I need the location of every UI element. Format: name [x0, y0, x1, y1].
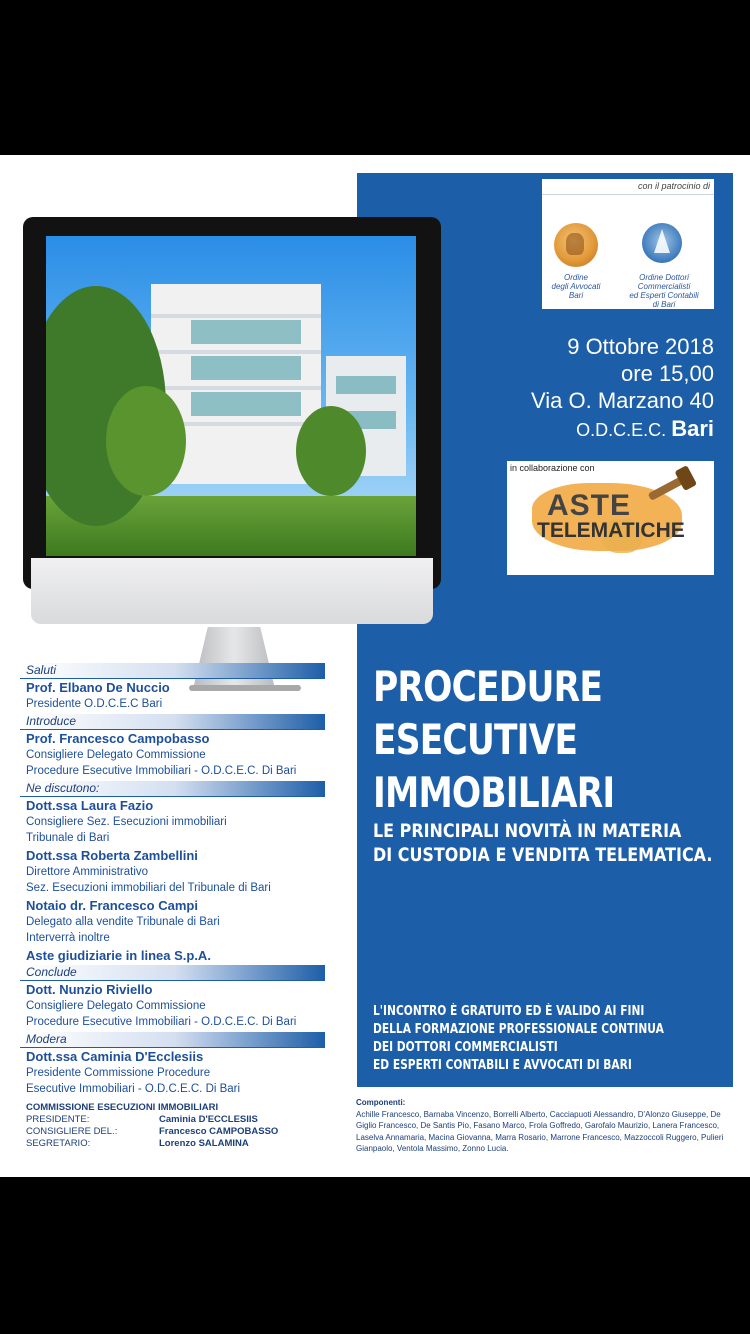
commission-block [26, 1102, 278, 1150]
speaker-role: Presidente O.D.C.E.C Bari [26, 698, 163, 710]
componenti-label: Componenti: [356, 1098, 406, 1107]
title-line: ESECUTIVE [373, 715, 578, 764]
section-label: Saluti [26, 663, 57, 677]
info-line: DEI DOTTORI COMMERCIALISTI [373, 1040, 558, 1055]
speaker-role: Consigliere Sez. Esecuzioni immobiliari [26, 815, 227, 828]
section-label: Ne discutono: [26, 780, 100, 795]
event-poster [0, 155, 750, 1177]
section-label: Conclude [26, 964, 77, 979]
window [336, 376, 396, 394]
speaker-role: Consigliere Delegato Commissione [26, 999, 206, 1012]
collaboration-box [507, 461, 714, 575]
speaker-role: Procedure Esecutive Immobiliari - O.D.C.E.C. Di Bari [26, 1016, 297, 1028]
commission-row [26, 1138, 278, 1150]
speaker-role: Esecutive Immobiliari - O.D.C.E.C. Di Bari [26, 1083, 241, 1095]
speaker-name: Notaio dr. Francesco Campi [26, 897, 198, 913]
event-title [373, 660, 750, 867]
balcony [151, 386, 321, 390]
ordine-commercialisti-name [616, 273, 712, 309]
commission-member: Francesco CAMPOBASSO [159, 1126, 279, 1137]
aste-logo-text: ASTE [547, 489, 632, 522]
speaker-name: Dott.ssa Caminia D'Ecclesiis [26, 1048, 204, 1064]
title-line: IMMOBILIARI [373, 768, 615, 817]
section-header [20, 1032, 325, 1048]
speaker-role: Direttore Amministrativo [26, 865, 149, 878]
commission-row [26, 1114, 278, 1126]
section-header [20, 781, 325, 797]
org-name-line: Bari [568, 291, 584, 300]
org-name-line: di Bari [652, 300, 676, 309]
commission-row [26, 1126, 278, 1138]
section-label: Modera [26, 1031, 67, 1046]
telematiche-logo-text: TELEMATICHE [537, 519, 685, 542]
org-name-line: ed Esperti Contabili [629, 291, 699, 300]
commission-role: CONSIGLIERE DEL.: [26, 1126, 118, 1137]
balcony [151, 314, 321, 318]
credit-info [373, 1003, 728, 1075]
componenti-list: Achille Francesco, Barnaba Vincenzo, Borrelli Alberto, Cacciapuoti Alessandro, D'Alonzo Giuseppe, De Giglio Francesco, De Santis Pio, Fasano Marco, Frola Goffredo, Garofalo Maurizio, Lanera Francesco, Laselva Annamaria, Macina Giovanna, Marra Rosario, Marrone Francesco, Mazzoccoli Ruggero, Pulieri Gianpaolo, Ventola Massimo, Zonno Lucia. [356, 1109, 724, 1153]
ordine-avvocati-logo-icon [554, 223, 598, 267]
title-line: PROCEDURE [373, 662, 603, 711]
subtitle-line: DI CUSTODIA E VENDITA TELEMATICA. [373, 844, 713, 866]
header-bar [25, 1032, 325, 1047]
info-line: L'INCONTRO È GRATUITO ED È VALIDO AI FINI [373, 1004, 645, 1019]
subtitle-line: LE PRINCIPALI NOVITÀ IN MATERIA [373, 820, 682, 842]
program-list [20, 662, 325, 1098]
speaker-role: Consigliere Delegato Commissione [26, 748, 206, 761]
venue-prefix: O.D.C.E.C. [576, 420, 667, 440]
speaker-name: Prof. Elbano De Nuccio [26, 680, 170, 695]
tree [296, 406, 366, 496]
org-name-line: degli Avvocati [551, 282, 601, 291]
section-label: Introduce [26, 713, 77, 728]
speaker-name: Dott. Nunzio Riviello [26, 981, 153, 997]
org-name-line: Ordine [563, 273, 588, 282]
patronage-label: con il patrocinio di [637, 181, 710, 191]
speaker-role: Interverrà inoltre [26, 932, 110, 944]
info-line: ED ESPERTI CONTABILI E AVVOCATI DI BARI [373, 1058, 632, 1073]
speaker-role: Procedure Esecutive Immobiliari - O.D.C.E.C. Di Bari [26, 765, 297, 777]
speaker-role: Delegato alla vendite Tribunale di Bari [26, 915, 220, 928]
venue-city: Bari [671, 416, 714, 441]
event-address: Via O. Marzano 40 [530, 388, 714, 413]
commission-role: SEGRETARIO: [26, 1138, 91, 1149]
monitor-chin [31, 558, 433, 624]
speaker-name: Dott.ssa Roberta Zambellini [26, 847, 198, 863]
commission-title: COMMISSIONE ESECUZIONI IMMOBILIARI [26, 1102, 219, 1113]
balcony [151, 350, 321, 354]
commission-member: Caminia D'ECCLESIIS [159, 1114, 258, 1125]
header-bar [25, 663, 325, 678]
commission-member: Lorenzo SALAMINA [159, 1138, 249, 1149]
componenti-block [356, 1097, 740, 1155]
ordine-commercialisti-logo-icon [642, 223, 682, 263]
org-name-line: Ordine Dottori [639, 273, 689, 282]
building-photo [46, 236, 416, 556]
collaboration-label: in collaborazione con [510, 463, 595, 473]
patronage-box [542, 179, 714, 309]
divider [542, 194, 714, 195]
speaker-role: Sez. Esecuzioni immobiliari del Tribunale di Bari [26, 882, 271, 894]
speaker-role: Presidente Commissione Procedure [26, 1066, 211, 1079]
event-date: 9 Ottobre 2018 [567, 334, 714, 359]
speaker-name: Aste giudiziarie in linea S.p.A. [26, 947, 211, 963]
event-time: ore 15,00 [621, 361, 714, 386]
event-venue [531, 414, 714, 445]
ordine-avvocati-name [546, 273, 606, 300]
org-name-line: Commercialisti [637, 282, 691, 291]
speaker-role: Tribunale di Bari [26, 832, 110, 844]
window [191, 392, 301, 416]
tree [106, 386, 186, 496]
section-header [20, 714, 325, 730]
window [191, 320, 301, 344]
speaker-name: Prof. Francesco Campobasso [26, 730, 210, 746]
window [191, 356, 301, 380]
commission-role: PRESIDENTE: [26, 1114, 90, 1125]
section-header [20, 965, 325, 981]
section-header [20, 663, 325, 679]
speaker-name: Dott.ssa Laura Fazio [26, 797, 154, 813]
monitor-illustration [23, 217, 441, 589]
event-details [531, 333, 714, 445]
info-line: DELLA FORMAZIONE PROFESSIONALE CONTINUA [373, 1022, 664, 1037]
